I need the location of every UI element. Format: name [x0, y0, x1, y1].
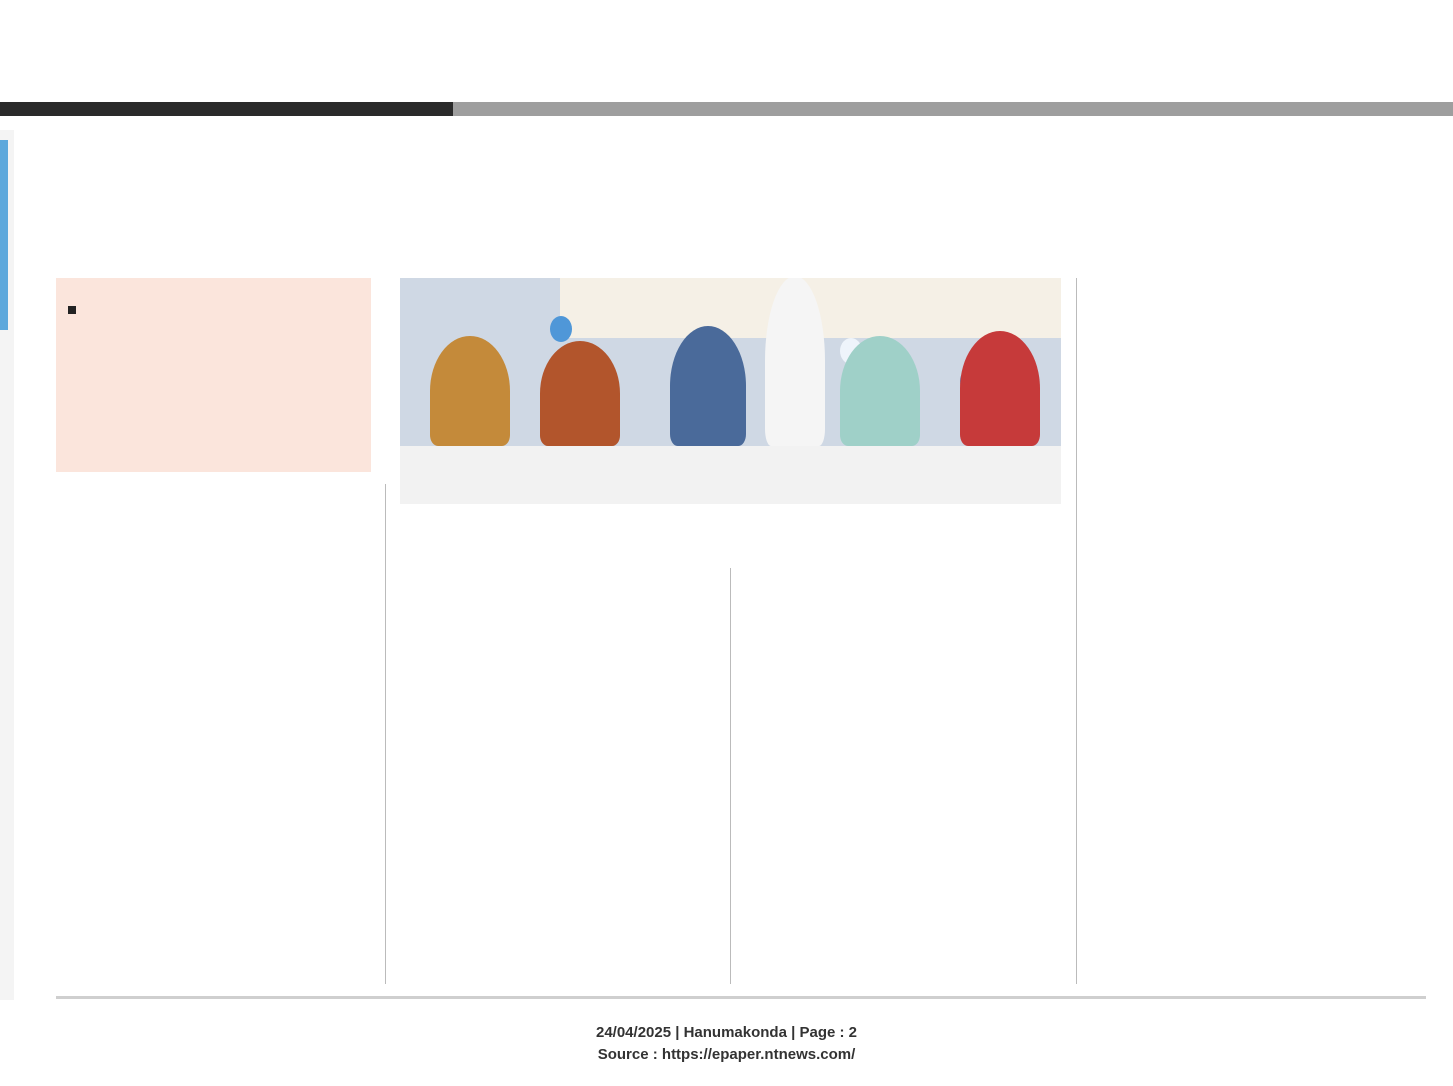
person	[430, 336, 510, 446]
adjacent-article-image	[0, 140, 8, 330]
photo-caption	[400, 510, 1061, 556]
article-column-4	[1090, 278, 1420, 984]
column-divider	[730, 568, 731, 984]
photo-table	[400, 446, 1061, 504]
column-divider	[385, 484, 386, 984]
column-divider	[1076, 278, 1077, 984]
person	[960, 331, 1040, 446]
masthead-rule-dark	[0, 102, 453, 116]
balloon	[550, 316, 572, 342]
footer-source: Source : https://epaper.ntnews.com/	[597, 1046, 856, 1063]
bottom-rule	[56, 996, 1426, 999]
page-footer	[0, 1022, 1453, 1066]
person	[670, 326, 746, 446]
highlights-box	[56, 278, 371, 472]
article-column-1	[56, 484, 371, 984]
article-headline	[40, 150, 1420, 250]
masthead	[0, 0, 1453, 102]
bullet-icon	[68, 306, 76, 314]
article-photo	[400, 278, 1061, 504]
article-column-3	[742, 568, 1062, 984]
masthead-rule-gray	[453, 102, 1453, 116]
person	[840, 336, 920, 446]
article-column-2	[400, 568, 718, 984]
footer-date-edition: 24/04/2025 | Hanumakonda | Page : 2	[595, 1024, 857, 1041]
person	[540, 341, 620, 446]
person	[765, 278, 825, 446]
